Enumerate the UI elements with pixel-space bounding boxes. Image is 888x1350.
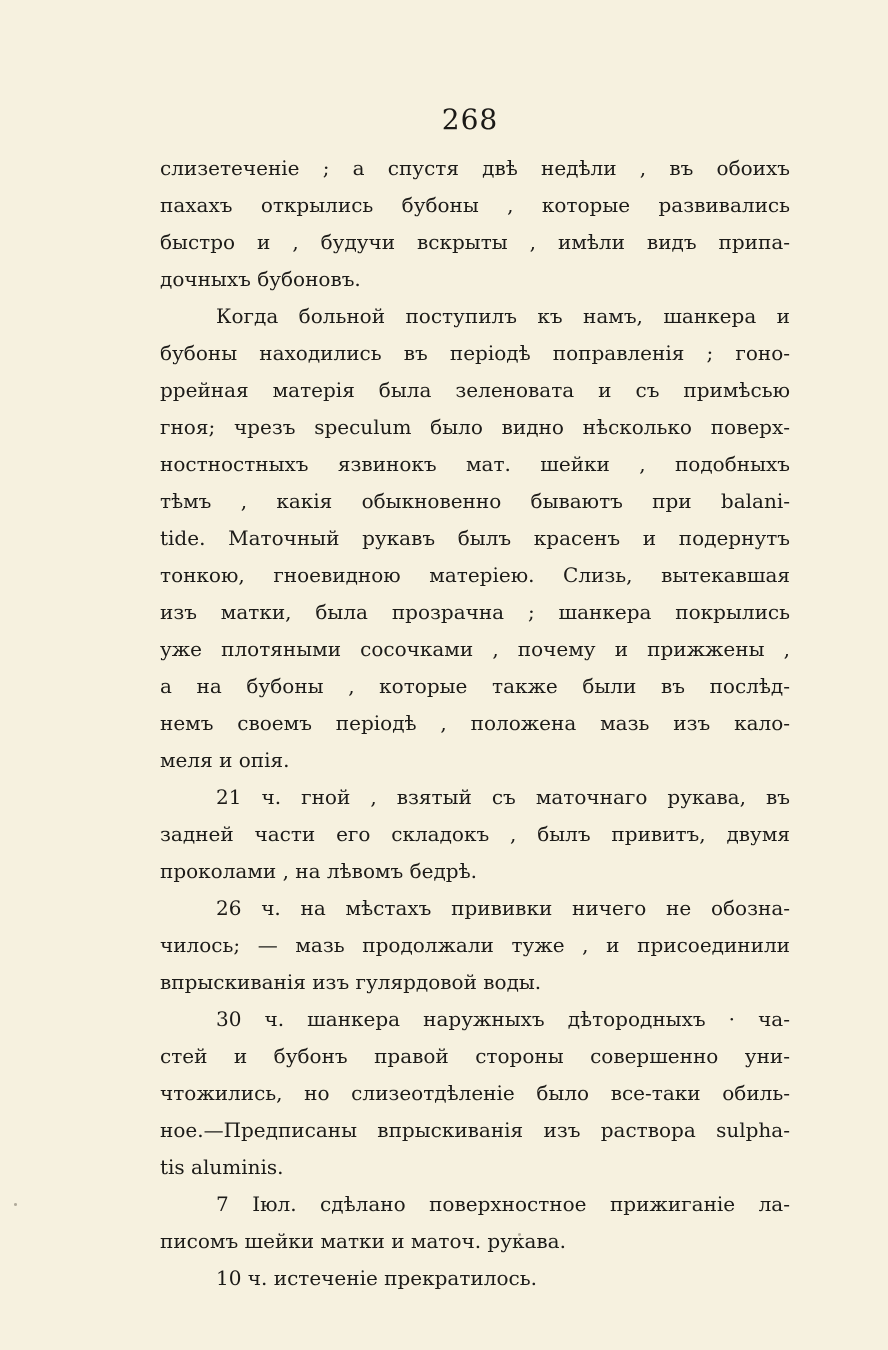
paper-speck (14, 1203, 17, 1206)
page-number: 268 (441, 103, 499, 136)
text-line: пахахъ открылись бубоны , которые развивались (160, 193, 790, 217)
text-line: а на бубоны , которые также были въ послѣд- (160, 674, 790, 698)
text-line: немъ своемъ періодѣ , положена мазь изъ кало- (160, 711, 790, 735)
text-line: тѣмъ , какія обыкновенно бываютъ при balani- (160, 489, 790, 513)
text-line: гноя; чрезъ speculum было видно нѣсколько поверх- (160, 415, 790, 439)
text-line: 26 ч. на мѣстахъ прививки ничего не обозна- (216, 896, 790, 920)
text-line: слизетеченіе ; а спустя двѣ недѣли , въ обоихъ (160, 156, 790, 180)
text-line: Когда больной поступилъ къ намъ, шанкера и (216, 304, 790, 328)
paper-speck (518, 1233, 521, 1236)
text-line: ррейная матерія была зеленовата и съ примѣсью (160, 378, 790, 402)
text-line: задней части его складокъ , былъ привитъ, двумя (160, 822, 790, 846)
text-line: tis aluminis. (160, 1155, 284, 1179)
text-line: 30 ч. шанкера наружныхъ дѣтородныхъ · ча- (216, 1007, 790, 1031)
text-line: меля и опія. (160, 748, 290, 772)
text-line: стей и бубонъ правой стороны совершенно уни- (160, 1044, 790, 1068)
text-line: чтожились, но слизеотдѣленіе было все-таки обиль- (160, 1081, 790, 1105)
text-line: писомъ шейки матки и маточ. рукава. (160, 1229, 566, 1253)
text-line: чилось; — мазь продолжали туже , и присоединили (160, 933, 790, 957)
text-line: 21 ч. гной , взятый съ маточнаго рукава, въ (216, 785, 790, 809)
text-line: изъ матки, была прозрачна ; шанкера покрылись (160, 600, 790, 624)
text-line: бубоны находились въ періодѣ поправленія ; гоно- (160, 341, 790, 365)
text-line: tide. Маточный рукавъ былъ красенъ и подернутъ (160, 526, 790, 550)
text-line: уже плотяными сосочками , почему и прижжены , (160, 637, 790, 661)
text-line: 10 ч. истеченіе прекратилось. (216, 1266, 537, 1290)
text-line: 7 Іюл. сдѣлано поверхностное прижиганіе ла- (216, 1192, 790, 1216)
text-line: впрыскиванія изъ гулярдовой воды. (160, 970, 542, 994)
text-line: проколами , на лѣвомъ бедрѣ. (160, 859, 478, 883)
text-line: ное.—Предписаны впрыскиванія изъ раствора sulpha- (160, 1118, 790, 1142)
text-line: быстро и , будучи вскрыты , имѣли видъ припа- (160, 230, 790, 254)
text-line: тонкою, гноевидною матеріею. Слизь, вытекавшая (160, 563, 790, 587)
text-line: дочныхъ бубоновъ. (160, 267, 361, 291)
text-line: ностностныхъ язвинокъ мат. шейки , подобныхъ (160, 452, 790, 476)
